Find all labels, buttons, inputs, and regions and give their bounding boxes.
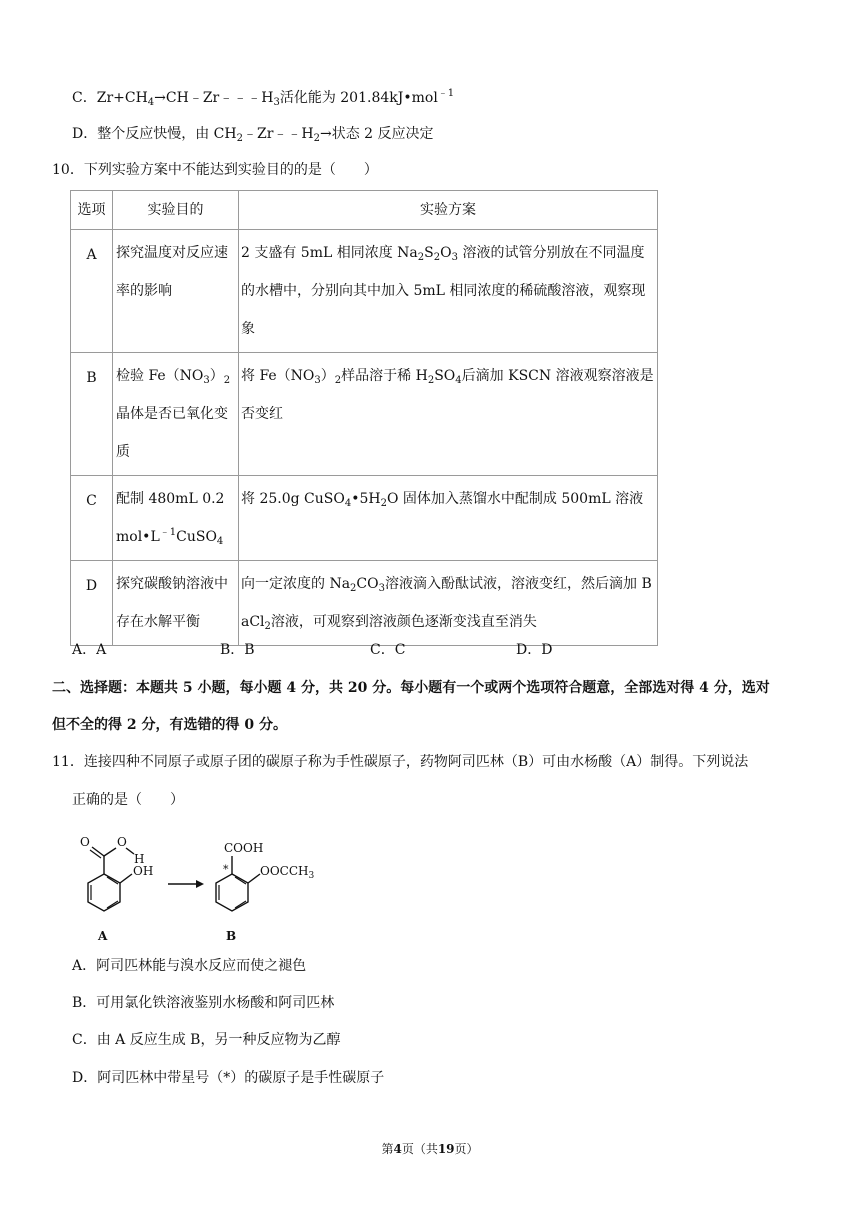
row-goal: 配制 480mL $0.2mol•L^{﹣1}CuSO_4$ xyxy=(113,476,239,561)
q11-option-b: B．可用氯化铁溶液鉴别水杨酸和阿司匹林 xyxy=(72,995,335,1011)
table-row xyxy=(71,230,658,353)
row-option: C xyxy=(71,476,113,561)
q11-option-d: D．阿司匹林中带星号（*）的碳原子是手性碳原子 xyxy=(72,1070,385,1086)
row-goal: 探究温度对反应速率的影响 xyxy=(113,230,239,353)
section-2-heading: 二、选择题：本题共 5 小题，每小题 4 分，共 20 分。每小题有一个或两个选项符合题意，全部选对得 4 分，选对 xyxy=(52,680,770,696)
experiment-table xyxy=(70,190,658,646)
a-carbonyl-o: O xyxy=(80,835,90,849)
a-oh: OH xyxy=(133,864,154,878)
row-goal: 探究碳酸钠溶液中存在水解平衡 xyxy=(113,561,239,646)
a-h: H xyxy=(134,852,145,866)
reaction-arrow xyxy=(168,880,204,888)
page-footer: 第4页（共19页） xyxy=(381,1142,479,1156)
molecule-b xyxy=(216,841,315,942)
q11-option-c: C．由 A 反应生成 B，另一种反应物为乙醇 xyxy=(72,1032,341,1048)
choice-a: A．A xyxy=(72,642,107,658)
a-hydroxyl-o: O xyxy=(117,835,127,849)
choice-d: D．D xyxy=(516,642,553,658)
table-row xyxy=(71,476,658,561)
table-header-row xyxy=(71,191,658,230)
choice-c: C．C xyxy=(370,642,406,658)
table-row xyxy=(71,353,658,476)
label-a: A xyxy=(98,929,108,942)
choice-b: B．B xyxy=(220,642,255,658)
question-10-choices xyxy=(72,640,552,660)
header-plan: 实验方案 xyxy=(239,191,658,230)
row-plan: 2 支盛有 5mL 相同浓度 $Na_2S_2O_3$ 溶液的试管分别放在不同温度的水槽中，分别向其中加入 5mL 相同浓度的稀硫酸溶液，观察现象 xyxy=(239,230,658,353)
b-star: * xyxy=(223,863,229,876)
table-row xyxy=(71,561,658,646)
question-11-stem: 11．连接四种不同原子或原子团的碳原子称为手性碳原子，药物阿司匹林（B）可由水杨酸（A）制得。下列说法 xyxy=(52,754,749,770)
question-11-stem-cont: 正确的是（ ） xyxy=(72,792,184,808)
total-pages: 19 xyxy=(437,1142,455,1156)
option-d-prev: D．整个反应快慢，由 $CH_2﹣Zr﹣﹣H_2\to$状态 2 反应决定 xyxy=(72,126,434,144)
row-plan: 向一定浓度的 $Na_2CO_3$溶液滴入酚酞试液，溶液变红，然后滴加 BaCl$_2$溶液，可观察到溶液颜色逐渐变浅直至消失 xyxy=(239,561,658,646)
reaction-figure xyxy=(68,822,348,942)
option-c-prev: C．$Zr+CH_4\to CH﹣Zr﹣﹣﹣H_3$活化能为 201.84kJ•mol$^{﹣1}$ xyxy=(72,88,455,108)
b-ester: $OOCCH_3$ xyxy=(260,864,315,881)
header-option: 选项 xyxy=(71,191,113,230)
page-number: 4 xyxy=(393,1142,402,1156)
row-option: D xyxy=(71,561,113,646)
b-cooh: COOH xyxy=(224,841,264,855)
row-option: B xyxy=(71,353,113,476)
molecule-a xyxy=(80,835,153,942)
section-2-heading-cont: 但不全的得 2 分，有选错的得 0 分。 xyxy=(52,717,287,733)
q11-option-a: A．阿司匹林能与溴水反应而使之褪色 xyxy=(72,958,307,974)
question-10-stem: 10．下列实验方案中不能达到实验目的的是（ ） xyxy=(52,162,378,178)
label-b: B xyxy=(226,929,237,942)
row-goal: 检验 $Fe(NO_3)_2$晶体是否已氧化变质 xyxy=(113,353,239,476)
row-plan: 将 $Fe(NO_3)_2$样品溶于稀 $H_2SO_4$后滴加 KSCN 溶液观察溶液是否变红 xyxy=(239,353,658,476)
row-option: A xyxy=(71,230,113,353)
header-goal: 实验目的 xyxy=(113,191,239,230)
row-plan: 将 25.0g $CuSO_4•5H_2O$ 固体加入蒸馏水中配制成 500mL 溶液 xyxy=(239,476,658,561)
